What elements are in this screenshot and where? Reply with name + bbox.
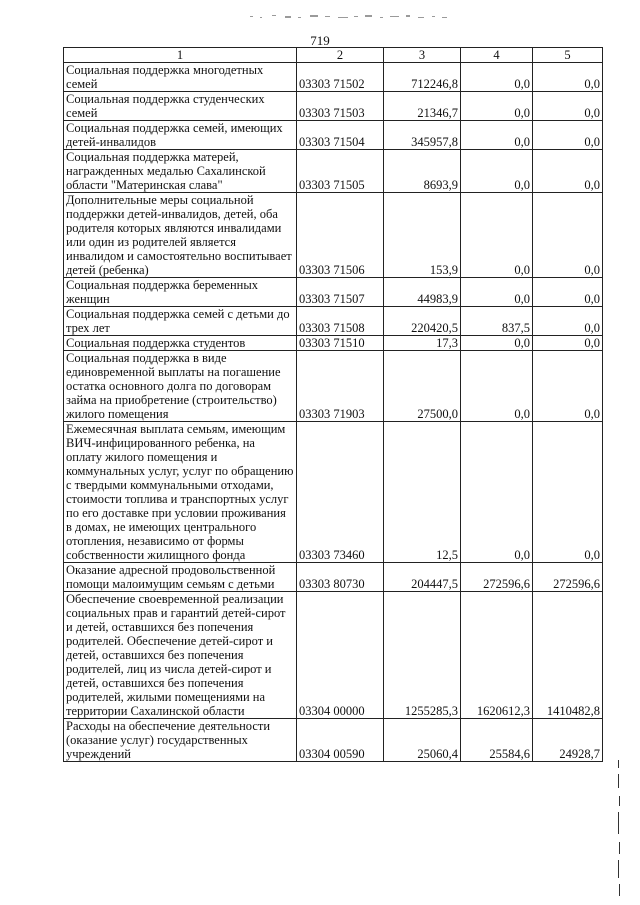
row-value-4: 1620612,3 — [461, 592, 533, 719]
table-row — [64, 63, 603, 92]
row-name: Социальная поддержка семей с детьми до трех лет — [64, 307, 297, 336]
row-value-5: 0,0 — [533, 121, 603, 150]
row-value-4: 25584,6 — [461, 719, 533, 762]
row-code: 03303 71507 — [297, 278, 384, 307]
scan-margin-marks — [616, 760, 622, 900]
row-code: 03303 73460 — [297, 422, 384, 563]
row-value-3: 8693,9 — [384, 150, 461, 193]
row-value-4: 272596,6 — [461, 563, 533, 592]
row-value-5: 272596,6 — [533, 563, 603, 592]
table-row — [64, 563, 603, 592]
row-value-5: 0,0 — [533, 92, 603, 121]
row-value-4: 0,0 — [461, 92, 533, 121]
row-name: Расходы на обеспечение деятельности (оказание услуг) государственных учреждений — [64, 719, 297, 762]
row-name: Социальная поддержка семей, имеющих детей-инвалидов — [64, 121, 297, 150]
row-value-3: 345957,8 — [384, 121, 461, 150]
row-value-3: 27500,0 — [384, 351, 461, 422]
row-value-4: 0,0 — [461, 150, 533, 193]
row-value-3: 220420,5 — [384, 307, 461, 336]
row-name: Социальная поддержка студенческих семей — [64, 92, 297, 121]
row-value-4: 0,0 — [461, 63, 533, 92]
row-value-5: 24928,7 — [533, 719, 603, 762]
row-value-5: 1410482,8 — [533, 592, 603, 719]
row-name: Социальная поддержка матерей, награжденных медалью Сахалинской области "Материнская слава" — [64, 150, 297, 193]
page-number: 719 — [310, 33, 330, 48]
row-code: 03303 80730 — [297, 563, 384, 592]
row-value-3: 204447,5 — [384, 563, 461, 592]
table-row — [64, 307, 603, 336]
row-value-3: 12,5 — [384, 422, 461, 563]
row-name: Ежемесячная выплата семьям, имеющим ВИЧ-инфицированного ребенка, на оплату жилого помещения и коммунальных услуг, услуг по обращению с твердыми коммунальными отходами, стоимости топлива и транспортных услуг по его доставке при условии проживания в домах, не имеющих центрального отопления, независимо от формы собственности жилищного фонда — [64, 422, 297, 563]
row-value-4: 0,0 — [461, 422, 533, 563]
row-name: Оказание адресной продовольственной помощи малоимущим семьям с детьми — [64, 563, 297, 592]
column-header: 1 — [64, 48, 297, 63]
table-row — [64, 719, 603, 762]
column-number-row — [64, 48, 603, 63]
row-name: Социальная поддержка в виде единовременной выплаты на погашение остатка основного долга по договорам займа на приобретение (строительство) жилого помещения — [64, 351, 297, 422]
row-code: 03303 71508 — [297, 307, 384, 336]
column-header: 3 — [384, 48, 461, 63]
column-header: 2 — [297, 48, 384, 63]
row-code: 03303 71503 — [297, 92, 384, 121]
row-value-4: 0,0 — [461, 278, 533, 307]
row-value-4: 0,0 — [461, 193, 533, 278]
row-code: 03303 71903 — [297, 351, 384, 422]
row-value-5: 0,0 — [533, 193, 603, 278]
row-name: Обеспечение своевременной реализации социальных прав и гарантий детей-сирот и детей, оставшихся без попечения родителей. Обеспечение детей-сирот и детей, оставшихся без попечения родителей, лиц из числа детей-сирот и детей, оставшихся без попечения родителей, жилыми помещениями на территории Сахалинской области — [64, 592, 297, 719]
row-value-3: 25060,4 — [384, 719, 461, 762]
table-row — [64, 351, 603, 422]
table-row — [64, 422, 603, 563]
table-row — [64, 278, 603, 307]
row-code: 03303 71506 — [297, 193, 384, 278]
column-header: 4 — [461, 48, 533, 63]
row-code: 03304 00590 — [297, 719, 384, 762]
row-name: Социальная поддержка беременных женщин — [64, 278, 297, 307]
row-name: Социальная поддержка многодетных семей — [64, 63, 297, 92]
row-value-5: 0,0 — [533, 150, 603, 193]
row-value-3: 153,9 — [384, 193, 461, 278]
row-code: 03304 00000 — [297, 592, 384, 719]
table-row — [64, 592, 603, 719]
row-value-5: 0,0 — [533, 422, 603, 563]
budget-table — [63, 47, 603, 762]
row-value-3: 44983,9 — [384, 278, 461, 307]
row-value-5: 0,0 — [533, 307, 603, 336]
table-row — [64, 150, 603, 193]
table-row — [64, 193, 603, 278]
row-code: 03303 71502 — [297, 63, 384, 92]
row-value-3: 712246,8 — [384, 63, 461, 92]
scan-noise — [250, 12, 450, 22]
row-code: 03303 71510 — [297, 336, 384, 351]
table-row — [64, 336, 603, 351]
table-row — [64, 92, 603, 121]
table-row — [64, 121, 603, 150]
row-value-3: 21346,7 — [384, 92, 461, 121]
row-value-3: 17,3 — [384, 336, 461, 351]
row-name: Дополнительные меры социальной поддержки детей-инвалидов, детей, оба родителя которых являются инвалидами или один из родителей является инвалидом и самостоятельно воспитывает детей (ребенка) — [64, 193, 297, 278]
row-value-5: 0,0 — [533, 351, 603, 422]
row-value-4: 0,0 — [461, 336, 533, 351]
column-header: 5 — [533, 48, 603, 63]
row-code: 03303 71505 — [297, 150, 384, 193]
row-value-4: 0,0 — [461, 351, 533, 422]
row-code: 03303 71504 — [297, 121, 384, 150]
row-name: Социальная поддержка студентов — [64, 336, 297, 351]
row-value-5: 0,0 — [533, 336, 603, 351]
row-value-5: 0,0 — [533, 278, 603, 307]
row-value-5: 0,0 — [533, 63, 603, 92]
row-value-4: 0,0 — [461, 121, 533, 150]
row-value-3: 1255285,3 — [384, 592, 461, 719]
row-value-4: 837,5 — [461, 307, 533, 336]
